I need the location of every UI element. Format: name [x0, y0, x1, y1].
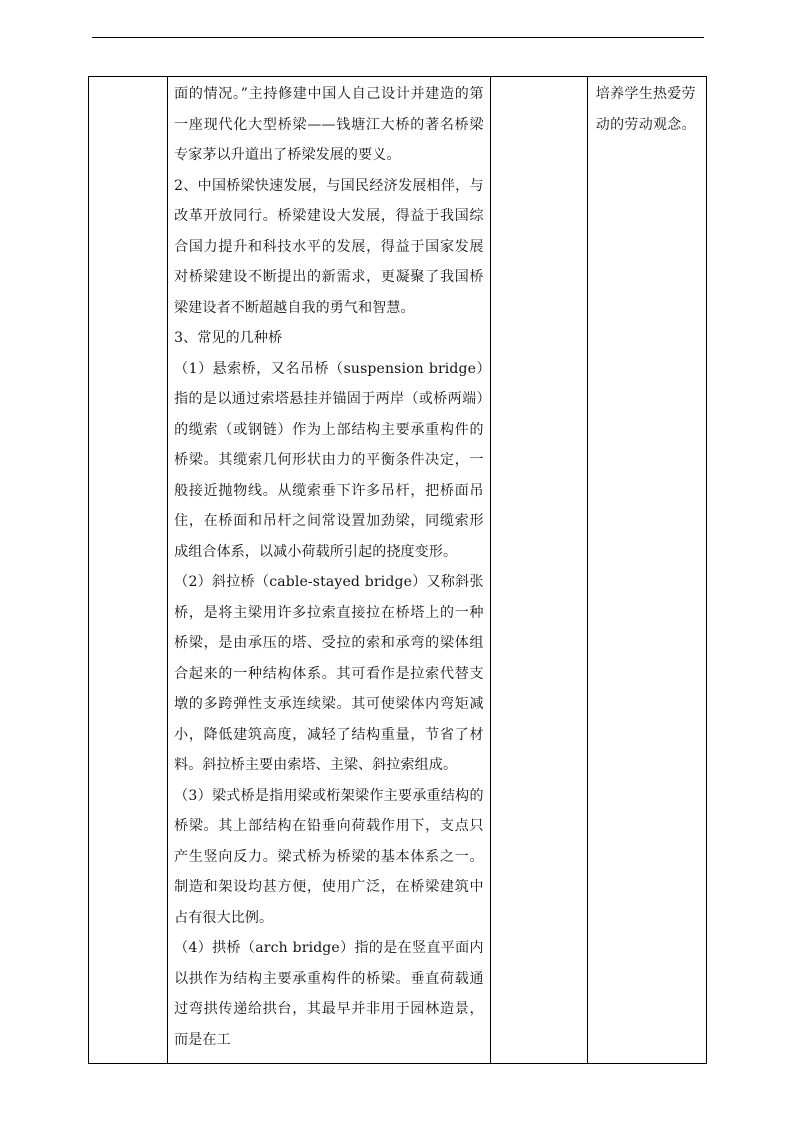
content-paragraph-7: （4）拱桥（arch bridge）指的是在竖直平面内以拱作为结构主要承重构件的桥梁。垂直荷载通过弯拱传递给拱台，其最早并非用于园林造景，而是在工 — [174, 940, 484, 1048]
intent-text — [588, 77, 706, 140]
intent-cell — [587, 77, 706, 1064]
activity-cell — [490, 77, 587, 1064]
content-paragraph-2: 2、中国桥梁快速发展，与国民经济发展相伴，与改革开放同行。桥梁建设大发展，得益于我国综合国力提升和科技水平的发展，得益于国家发展对桥梁建设不断提出的新需求，更凝聚了我国桥梁建设者不断超越自我的勇气和智慧。 — [174, 177, 484, 316]
intent-note: 培养学生热爱劳动的劳动观念。 — [595, 86, 696, 133]
content-paragraph-6: （3）梁式桥是指用梁或桁架梁作主要承重结构的桥梁。其上部结构在铅垂向荷载作用下，支点只产生竖向反力。梁式桥为桥梁的基本体系之一。制造和架设均甚方便，使用广泛，在桥梁建筑中占有很大比例。 — [174, 787, 484, 926]
content-paragraph-1: 面的情况。”主持修建中国人自己设计并建造的第一座现代化大型桥梁——钱塘江大桥的著名桥梁专家茅以升道出了桥梁发展的要义。 — [174, 86, 484, 163]
content-paragraph-3: 3、常见的几种桥 — [174, 330, 283, 346]
lesson-plan-table — [88, 76, 707, 1064]
content-paragraph-4: （1）悬索桥，又名吊桥（suspension bridge）指的是以通过索塔悬挂并锚固于两岸（或桥两端）的缆索（或钢链）作为上部结构主要承重构件的桥梁。其缆索几何形状由力的平衡条件决定，一般接近抛物线。从缆索垂下许多吊杆，把桥面吊住，在桥面和吊杆之间常设置加劲梁，同缆索形成组合体系，以减小荷载所引起的挠度变形。 — [174, 360, 484, 560]
stage-cell — [89, 77, 168, 1064]
content-text — [168, 77, 490, 1055]
content-paragraph-5: （2）斜拉桥（cable-stayed bridge）又称斜张桥，是将主梁用许多拉索直接拉在桥塔上的一种桥梁，是由承压的塔、受拉的索和承弯的梁体组合起来的一种结构体系。其可看作是拉索代替支墩的多跨弹性支承连续梁。其可使梁体内弯矩减小，降低建筑高度，减轻了结构重量，节省了材料。斜拉桥主要由索塔、主梁、斜拉索组成。 — [174, 574, 484, 773]
content-cell — [168, 77, 491, 1064]
header-rule — [92, 37, 704, 38]
table-row — [89, 77, 707, 1064]
